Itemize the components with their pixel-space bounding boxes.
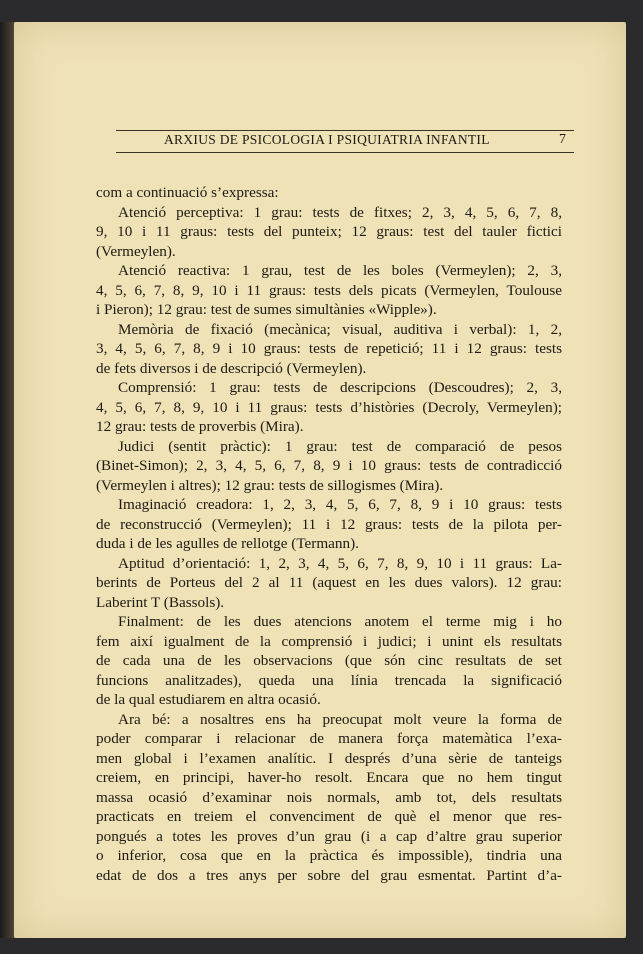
text-line: 3, 4, 5, 6, 7, 8, 9 i 10 graus: tests de repetició; 11 i 12 graus: tests [96,340,562,357]
text-line: com a continuació s’expressa: [96,184,279,201]
text-line: Atenció perceptiva: 1 grau: tests de fitxes; 2, 3, 4, 5, 6, 7, 8, [118,203,562,221]
text-line: Atenció reactiva: 1 grau, test de les boles (Vermeylen); 2, 3, [118,262,562,279]
running-title: ARXIUS DE PSICOLOGIA I PSIQUIATRIA INFANTIL [164,132,490,147]
text-line: i Pieron); 12 grau: test de sumes simultànies «Wipple»). [96,301,437,318]
text-line: edat de dos a tres anys per sobre del grau esmentat. Partint d’a- [96,866,562,884]
text-line: Judici (sentit pràctic): 1 grau: test de comparació de pesos [118,437,562,455]
text-line: Imaginació creadora: 1, 2, 3, 4, 5, 6, 7, 8, 9 i 10 graus: tests [118,496,562,513]
text-line: massa ocasió d’examinar nois normals, amb tot, dels resultats [96,788,562,806]
text-line: de reconstrucció (Vermeylen); 11 i 12 graus: tests de la pilota per- [96,515,562,533]
text-line: Aptitud d’orientació: 1, 2, 3, 4, 5, 6, 7, 8, 9, 10 i 11 graus: La- [118,554,562,572]
text-line: Laberint T (Bassols). [96,593,225,611]
text-line: creiem, en principi, haver-ho resolt. Encara que no hem tingut [96,769,562,786]
text-line: de cada una de les observacions (que són cinc resultats de set [96,652,562,669]
text-line: (Vermeylen). [96,242,176,260]
text-line: de fets diversos i de descripció (Vermeylen). [96,359,367,377]
header-rule-top [116,130,574,131]
text-line: fem així igualment de la comprensió i judici; i unint els resultats [96,632,562,650]
text-line: funcions analitzades), queda una línia trencada la significació [96,671,562,689]
text-line: Ara bé: a nosaltres ens ha preocupat molt veure la forma de [118,710,562,728]
text-line: Memòria de fixació (mecànica; visual, auditiva i verbal): 1, 2, [118,320,562,338]
text-line: 9, 10 i 11 graus: tests del punteix; 12 graus: test del tauler fictici [96,223,562,240]
body-text [96,183,562,885]
text-line: de la qual estudiarem en altra ocasió. [96,691,321,708]
text-line: men global i l’examen analític. I després d’una sèrie de tanteigs [96,749,562,767]
text-line: berints de Porteus del 2 al 11 (aquest en les dues valors). 12 grau: [96,574,562,591]
text-line: o inferior, cosa que en la pràctica és impossible), tindria una [96,847,562,864]
text-line: 12 grau: tests de proverbis (Mira). [96,418,304,435]
text-line: (Vermeylen i altres); 12 grau: tests de sillogismes (Mira). [96,476,444,494]
text-line: poder comparar i relacionar de manera força matemàtica l’exa- [96,730,562,747]
running-header [116,124,574,154]
header-rule-bottom [116,152,574,153]
text-line: 4, 5, 6, 7, 8, 9, 10 i 11 graus: tests d’històries (Decroly, Vermeylen); [96,398,562,416]
text-line: 4, 5, 6, 7, 8, 9, 10 i 11 graus: tests dels picats (Vermeylen, Toulouse [96,281,562,299]
text-line: Finalment: de les dues atencions anotem el terme mig i ho [118,613,562,630]
text-line: duda i de les agulles de rellotge (Termann). [96,535,359,552]
text-line: (Binet-Simon); 2, 3, 4, 5, 6, 7, 8, 9 i 10 graus: tests de contradicció [96,457,562,474]
text-line: pongués a totes les proves d’un grau (i a cap d’altre grau superior [96,827,562,845]
text-line: Comprensió: 1 grau: tests de descripcions (Descoudres); 2, 3, [118,379,562,396]
page-number: 7 [559,132,566,147]
text-line: practicats en treiem el convenciment de què el menor que res- [96,808,562,825]
